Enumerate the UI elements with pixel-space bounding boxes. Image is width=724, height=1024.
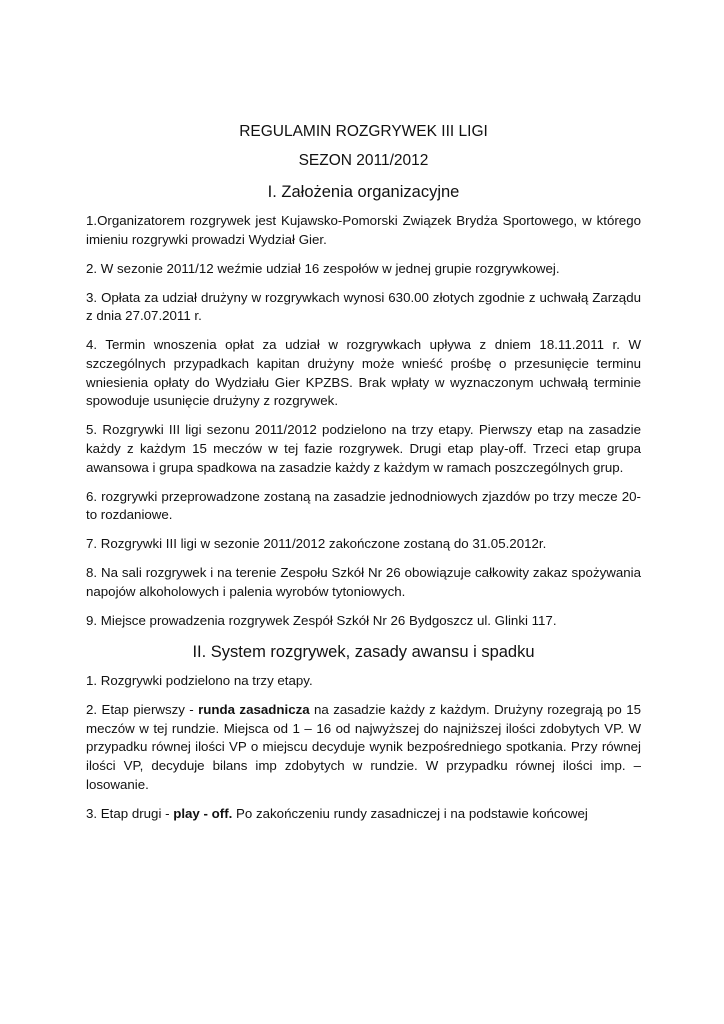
section-1-paragraph-3: 3. Opłata za udział drużyny w rozgrywkach wynosi 630.00 złotych zgodnie z uchwałą Zarządu z dnia 27.07.2011 r.	[86, 289, 641, 324]
paragraph-3-body: Po zakończeniu rundy zasadniczej i na podstawie końcowej	[232, 805, 588, 821]
section-1-paragraph-7: 7. Rozgrywki III ligi w sezonie 2011/2012 zakończone zostaną do 31.05.2012r.	[86, 536, 547, 552]
runda-zasadnicza-bold: runda zasadnicza	[198, 702, 310, 718]
section-2-heading: II. System rozgrywek, zasady awansu i spadku	[192, 643, 535, 662]
section-1-paragraph-5: 5. Rozgrywki III ligi sezonu 2011/2012 podzielono na trzy etapy. Pierwszy etap na zasadzie każdy z każdym 15 meczów w tej fazie rozgrywek. Drugi etap play-off. Trzeci etap grupa awansowa i grupa spadkowa na zasadzie każdy z każdym w ramach poszczególnych grup.	[86, 422, 641, 475]
section-2-paragraph-2	[86, 701, 641, 794]
section-2-paragraph-3	[86, 805, 641, 824]
section-1-heading: I. Założenia organizacyjne	[267, 183, 460, 201]
paragraph-2-body: na zasadzie każdy z każdym. Drużyny rozegrają po 15 meczów w tej rundzie. Miejsca od 1 – 16 od najwyższej do najniższej ilości zdobytych VP. W przypadku równej ilości VP o miejscu decyduje wynik bezpośredniego spotkania. Przy równej ilości VP, decyduje bilans imp zdobytych w rundzie. W przypadku równej ilości imp. – losowanie.	[86, 702, 641, 792]
document-page	[86, 122, 641, 834]
section-2-paragraph-1: 1. Rozgrywki podzielono na trzy etapy.	[86, 673, 313, 689]
section-1-paragraph-4: 4. Termin wnoszenia opłat za udział w rozgrywkach upływa z dniem 18.11.2011 r. W szczególnych przypadkach kapitan drużyny może wnieść prośbę o przesunięcie terminu wniesienia opłaty do Wydziału Gier KPZBS. Brak wpłaty w wyznaczonym uchwałą terminie spowoduje usunięcie drużyny z rozgrywek.	[86, 337, 641, 409]
section-1-paragraph-6: 6. rozgrywki przeprowadzone zostaną na zasadzie jednodniowych zjazdów po trzy mecze 20-to rozdaniowe.	[86, 488, 641, 523]
play-off-bold: play - off.	[173, 805, 233, 821]
section-1-paragraph-1: 1.Organizatorem rozgrywek jest Kujawsko-Pomorski Związek Brydża Sportowego, w którego imieniu rozgrywki prowadzi Wydział Gier.	[86, 213, 641, 247]
section-1-paragraph-8: 8. Na sali rozgrywek i na terenie Zespołu Szkół Nr 26 obowiązuje całkowity zakaz spożywania napojów alkoholowych i palenia wyrobów tytoniowych.	[86, 565, 641, 599]
season-subtitle: SEZON 2011/2012	[298, 152, 429, 169]
document-title: REGULAMIN ROZGRYWEK III LIGI	[239, 123, 488, 140]
section-1-paragraph-2: 2. W sezonie 2011/12 weźmie udział 16 zespołów w jednej grupie rozgrywkowej.	[86, 260, 560, 276]
section-1-paragraph-9: 9. Miejsce prowadzenia rozgrywek Zespół Szkół Nr 26 Bydgoszcz ul. Glinki 117.	[86, 613, 557, 629]
paragraph-2-intro: 2. Etap pierwszy -	[86, 702, 199, 718]
paragraph-3-intro: 3. Etap drugi -	[86, 805, 174, 821]
